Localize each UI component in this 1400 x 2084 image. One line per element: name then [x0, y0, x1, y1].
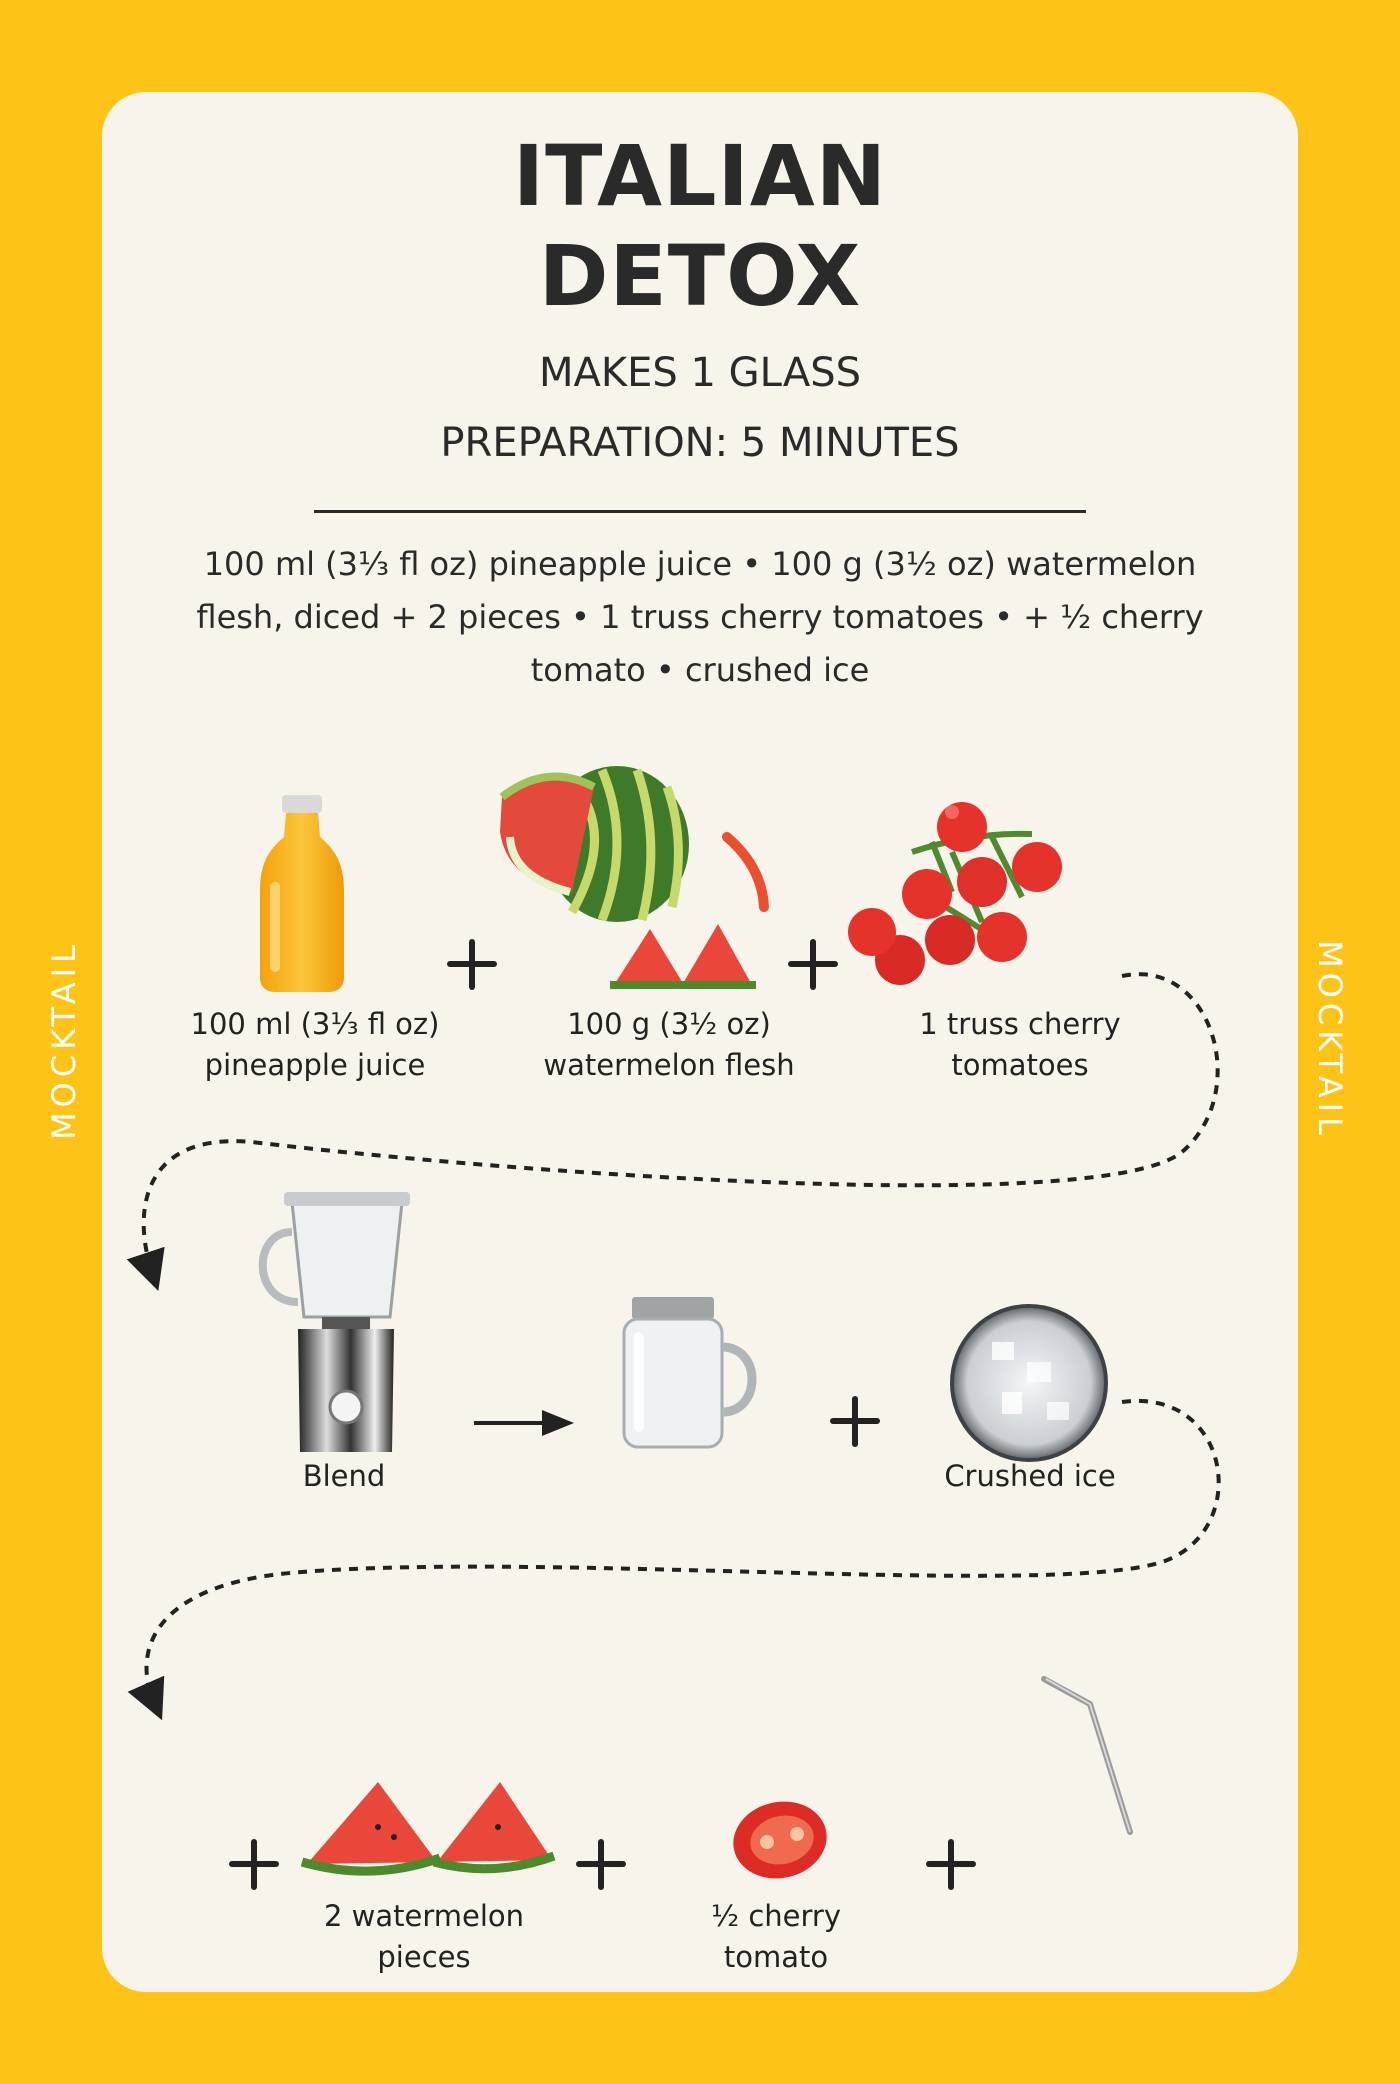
watermelon-pieces-icon: [302, 1782, 554, 1871]
caption-line: 100 g (3½ oz): [567, 1007, 771, 1041]
title-line-2: DETOX: [538, 227, 862, 325]
caption-line: Blend: [302, 1459, 386, 1493]
caption-line: 1 truss cherry: [919, 1007, 1121, 1041]
half-tomato-icon: [726, 1793, 834, 1887]
pineapple-juice-bottle-icon: [260, 795, 344, 992]
caption-line: ½ cherry: [711, 1899, 841, 1933]
mason-jar-icon: [624, 1297, 752, 1447]
plus-icon: [232, 1842, 276, 1887]
side-label-right: MOCKTAIL: [1311, 940, 1349, 1140]
plus-icon: [579, 1842, 623, 1887]
caption-line: watermelon flesh: [543, 1048, 795, 1082]
caption-blend: [184, 1456, 504, 1497]
caption-crushed-ice: [870, 1456, 1190, 1497]
title-line-1: ITALIAN: [512, 127, 888, 225]
caption-watermelon-pieces: [264, 1896, 584, 1978]
caption-line: 100 ml (3⅓ fl oz): [190, 1007, 440, 1041]
preparation-label: PREPARATION: 5 MINUTES: [440, 420, 960, 466]
caption-line: pineapple juice: [204, 1048, 426, 1082]
makes-label: MAKES 1 GLASS: [539, 350, 861, 396]
side-label-left: MOCKTAIL: [45, 940, 83, 1140]
plus-icon: [450, 942, 494, 987]
straw-icon: [1044, 1679, 1130, 1832]
caption-line: tomato: [723, 1940, 829, 1974]
ingredients-text: 100 ml (3⅓ fl oz) pineapple juice • 100 g (3½ oz) watermelon flesh, diced + 2 pieces • 1 truss cherry tomatoes • + ½ cherry tomato • crushed ice: [196, 545, 1204, 689]
caption-line: Crushed ice: [944, 1459, 1116, 1493]
caption-line: tomatoes: [951, 1048, 1089, 1082]
plus-icon: [791, 942, 835, 987]
blender-icon: [263, 1192, 410, 1452]
plus-icon: [833, 1399, 877, 1444]
recipe-card: [102, 92, 1298, 1992]
watermelon-icon: [500, 766, 764, 985]
plus-icon: [929, 1842, 973, 1887]
caption-watermelon: [509, 1004, 829, 1086]
caption-half-tomato: [616, 1896, 936, 1978]
caption-cherry-tomatoes: [860, 1004, 1180, 1086]
caption-pineapple-juice: [155, 1004, 475, 1086]
cherry-tomatoes-icon: [848, 802, 1062, 985]
arrow-right-icon: [474, 1410, 574, 1436]
caption-line: 2 watermelon: [323, 1899, 525, 1933]
crushed-ice-icon: [952, 1306, 1106, 1460]
caption-line: pieces: [377, 1940, 471, 1974]
